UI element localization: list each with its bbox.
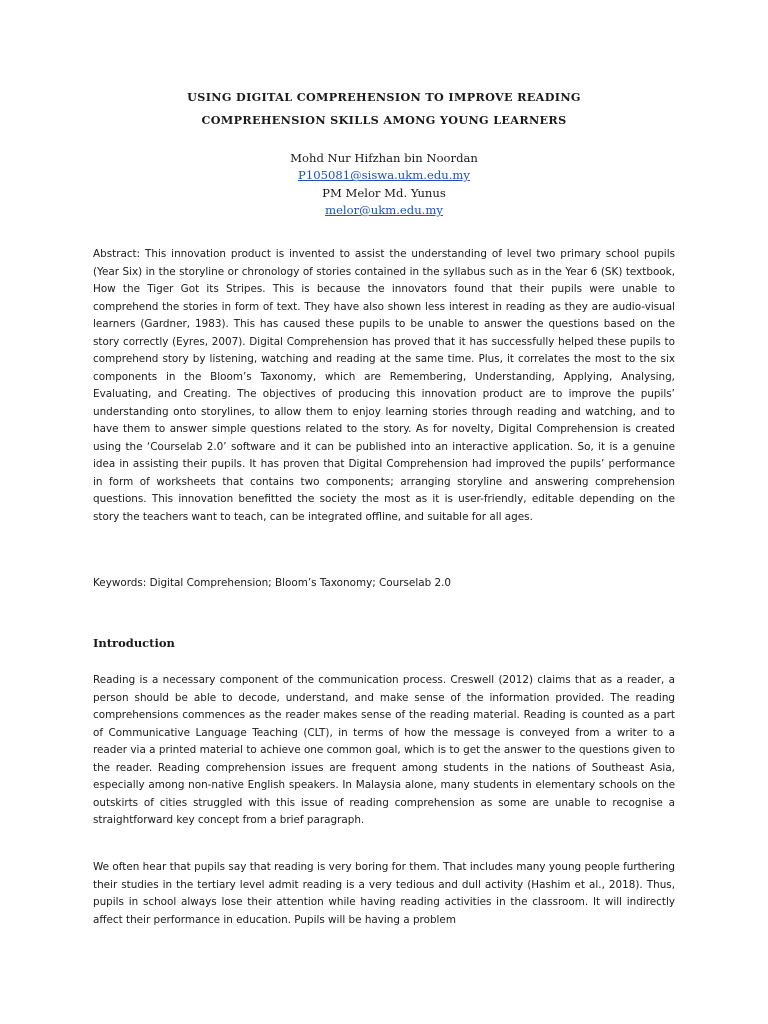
introduction-paragraph-2: We often hear that pupils say that reading is very boring for them. That includes many young people furthering their studies in the tertiary level admit reading is a very tedious and dull activity (Hashim et al., 2018). Thus, pupils in school always lose their attention while having reading activities in the classroom. It will indirectly affect their performance in education. Pupils will be having a problem	[93, 861, 675, 926]
paper-title-line-1: USING DIGITAL COMPREHENSION TO IMPROVE READING	[187, 90, 581, 104]
author-block	[93, 150, 675, 219]
paper-title	[93, 86, 675, 132]
paper-title-line-2: COMPREHENSION SKILLS AMONG YOUNG LEARNERS	[201, 113, 567, 127]
author-1-email-link[interactable]: P105081@siswa.ukm.edu.my	[298, 168, 470, 183]
author-2-email-link[interactable]: melor@ukm.edu.my	[325, 202, 443, 217]
introduction-heading: Introduction	[93, 636, 175, 650]
introduction-paragraph-1: Reading is a necessary component of the communication process. Creswell (2012) claims that as a reader, a person should be able to decode, understand, and make sense of the information provided. The reading comprehensions commences as the reader makes sense of the reading material. Reading is counted as a part of Communicative Language Teaching (CLT), in terms of how the message is conveyed from a writer to a reader via a printed material to achieve one common goal, which is to get the answer to the questions given to the reader. Reading comprehension issues are frequent among students in the nations of Southeast Asia, especially among non-native English speakers. In Malaysia alone, many students in elementary schools on the outskirts of cities struggled with this issue of reading comprehension as some are unable to recognise a straightforward key concept from a brief paragraph.	[93, 674, 675, 826]
author-2-name: PM Melor Md. Yunus	[322, 185, 446, 200]
author-1-name: Mohd Nur Hifzhan bin Noordan	[290, 151, 478, 165]
keywords-line: Keywords: Digital Comprehension; Bloom’s Taxonomy; Courselab 2.0	[93, 577, 451, 589]
abstract-paragraph: Abstract: This innovation product is invented to assist the understanding of level two primary school pupils (Year Six) in the storyline or chronology of stories contained in the syllabus such as in the Year 6 (SK) textbook, How the Tiger Got its Stripes. This is because the innovators found that their pupils were unable to comprehend the stories in form of text. They have also shown less interest in reading as they are audio-visual learners (Gardner, 1983). This has caused these pupils to be unable to answer the questions based on the story correctly (Eyres, 2007). Digital Comprehension has proved that it has successfully helped these pupils to comprehend story by listening, watching and reading at the same time. Plus, it correlates the most to the six components in the Bloom’s Taxonomy, which are Remembering, Understanding, Applying, Analysing, Evaluating, and Creating. The objectives of producing this innovation product are to improve the pupils’ understanding onto storylines, to allow them to enjoy learning stories through reading and watching, and to have them to answer simple questions related to the story. As for novelty, Digital Comprehension is created using the ‘Courselab 2.0’ software and it can be published into an interactive application. So, it is a genuine idea in assisting their pupils. It has proven that Digital Comprehension had improved the pupils’ performance in form of worksheets that contains two components; arranging storyline and answering comprehension questions. This innovation benefitted the society the most as it is user-friendly, editable depending on the story the teachers want to teach, can be integrated offline, and suitable for all ages.	[93, 248, 675, 523]
